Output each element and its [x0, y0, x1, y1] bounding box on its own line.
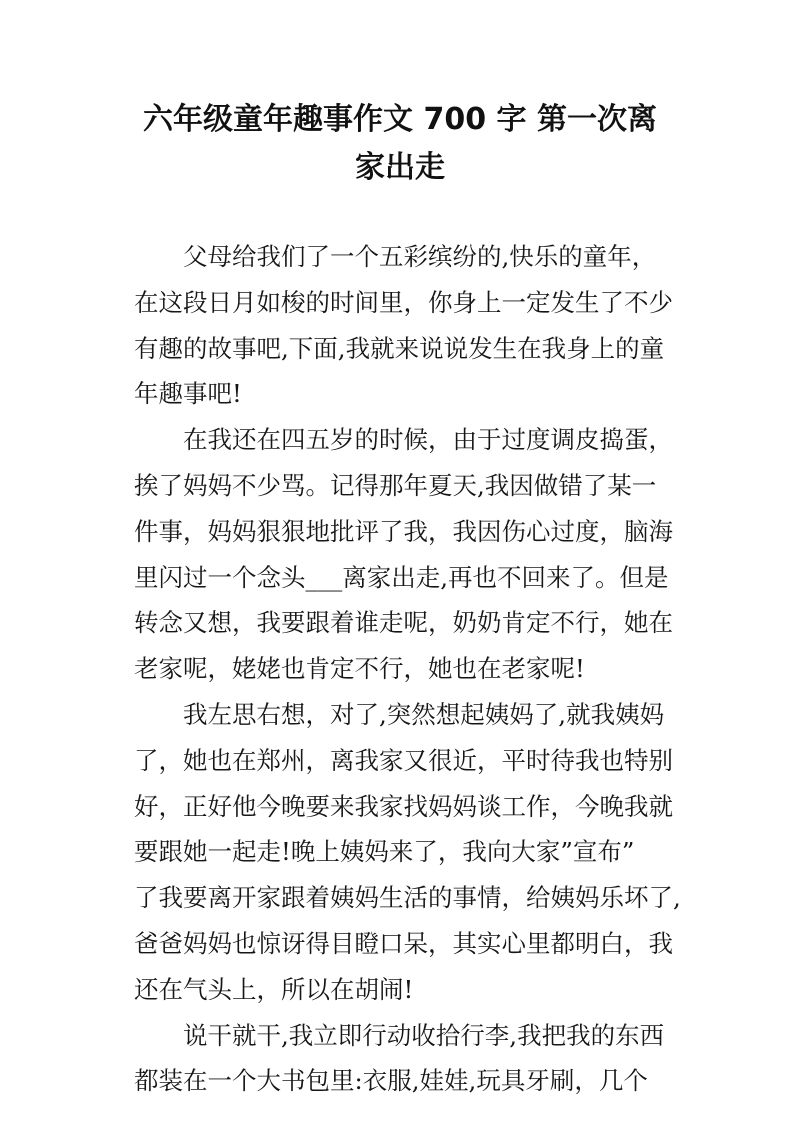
title-line-1: 六年级童年趣事作文 700 字 第一次离: [143, 102, 657, 137]
text-line: 年趣事吧!: [134, 379, 242, 409]
text-line: 转念又想，我要跟着谁走呢，奶奶肯定不行，她在: [134, 608, 673, 638]
text-line: 老家呢，姥姥也肯定不行，她也在老家呢!: [134, 654, 585, 684]
paragraph-4: [134, 1013, 670, 1105]
text-line: 都装在一个大书包里:衣服,娃娃,玩具牙刷，几个: [134, 1066, 648, 1096]
title-line-2: 家出走: [355, 150, 445, 185]
paragraph-2: [134, 417, 673, 692]
text-line: 爸爸妈妈也惊讶得目瞪口呆，其实心里都明白，我: [134, 928, 673, 958]
text-line: 在这段日月如梭的时间里，你身上一定发生了不少: [134, 287, 673, 317]
document-body: [134, 234, 681, 1104]
text-line: 父母给我们了一个五彩缤纷的,快乐的童年，: [183, 242, 657, 271]
text-line: 好，正好他今晚要来我家找妈妈谈工作，今晚我就: [134, 791, 673, 821]
text-line: 了，她也在郑州，离我家又很近，平时待我也特别: [134, 745, 673, 775]
text-line: 要跟她一起走!晚上姨妈来了，我向大家”宣布”: [134, 837, 635, 867]
text-line: 还在气头上，所以在胡闹!: [134, 974, 414, 1004]
text-line: 有趣的故事吧,下面,我就来说说发生在我身上的童: [134, 333, 665, 363]
text-line: 里闪过一个念头___离家出走,再也不回来了。但是: [134, 562, 669, 592]
paragraph-3: [134, 692, 681, 1013]
text-line: 在我还在四五岁的时候，由于过度调皮捣蛋，: [183, 425, 673, 455]
text-line: 我左思右想，对了,突然想起姨妈了,就我姨妈: [183, 699, 665, 729]
text-line: 件事，妈妈狠狠地批评了我，我因伤心过度，脑海: [134, 516, 673, 546]
text-line: 说干就干,我立即行动收拾行李,我把我的东西: [183, 1020, 665, 1050]
paragraph-1: [134, 234, 673, 417]
text-line: 了我要离开家跟着姨妈生活的事情，给姨妈乐坏了,: [134, 883, 681, 913]
text-line: 挨了妈妈不少骂。记得那年夏天,我因做错了某一: [134, 470, 657, 500]
document-title: [100, 96, 700, 192]
